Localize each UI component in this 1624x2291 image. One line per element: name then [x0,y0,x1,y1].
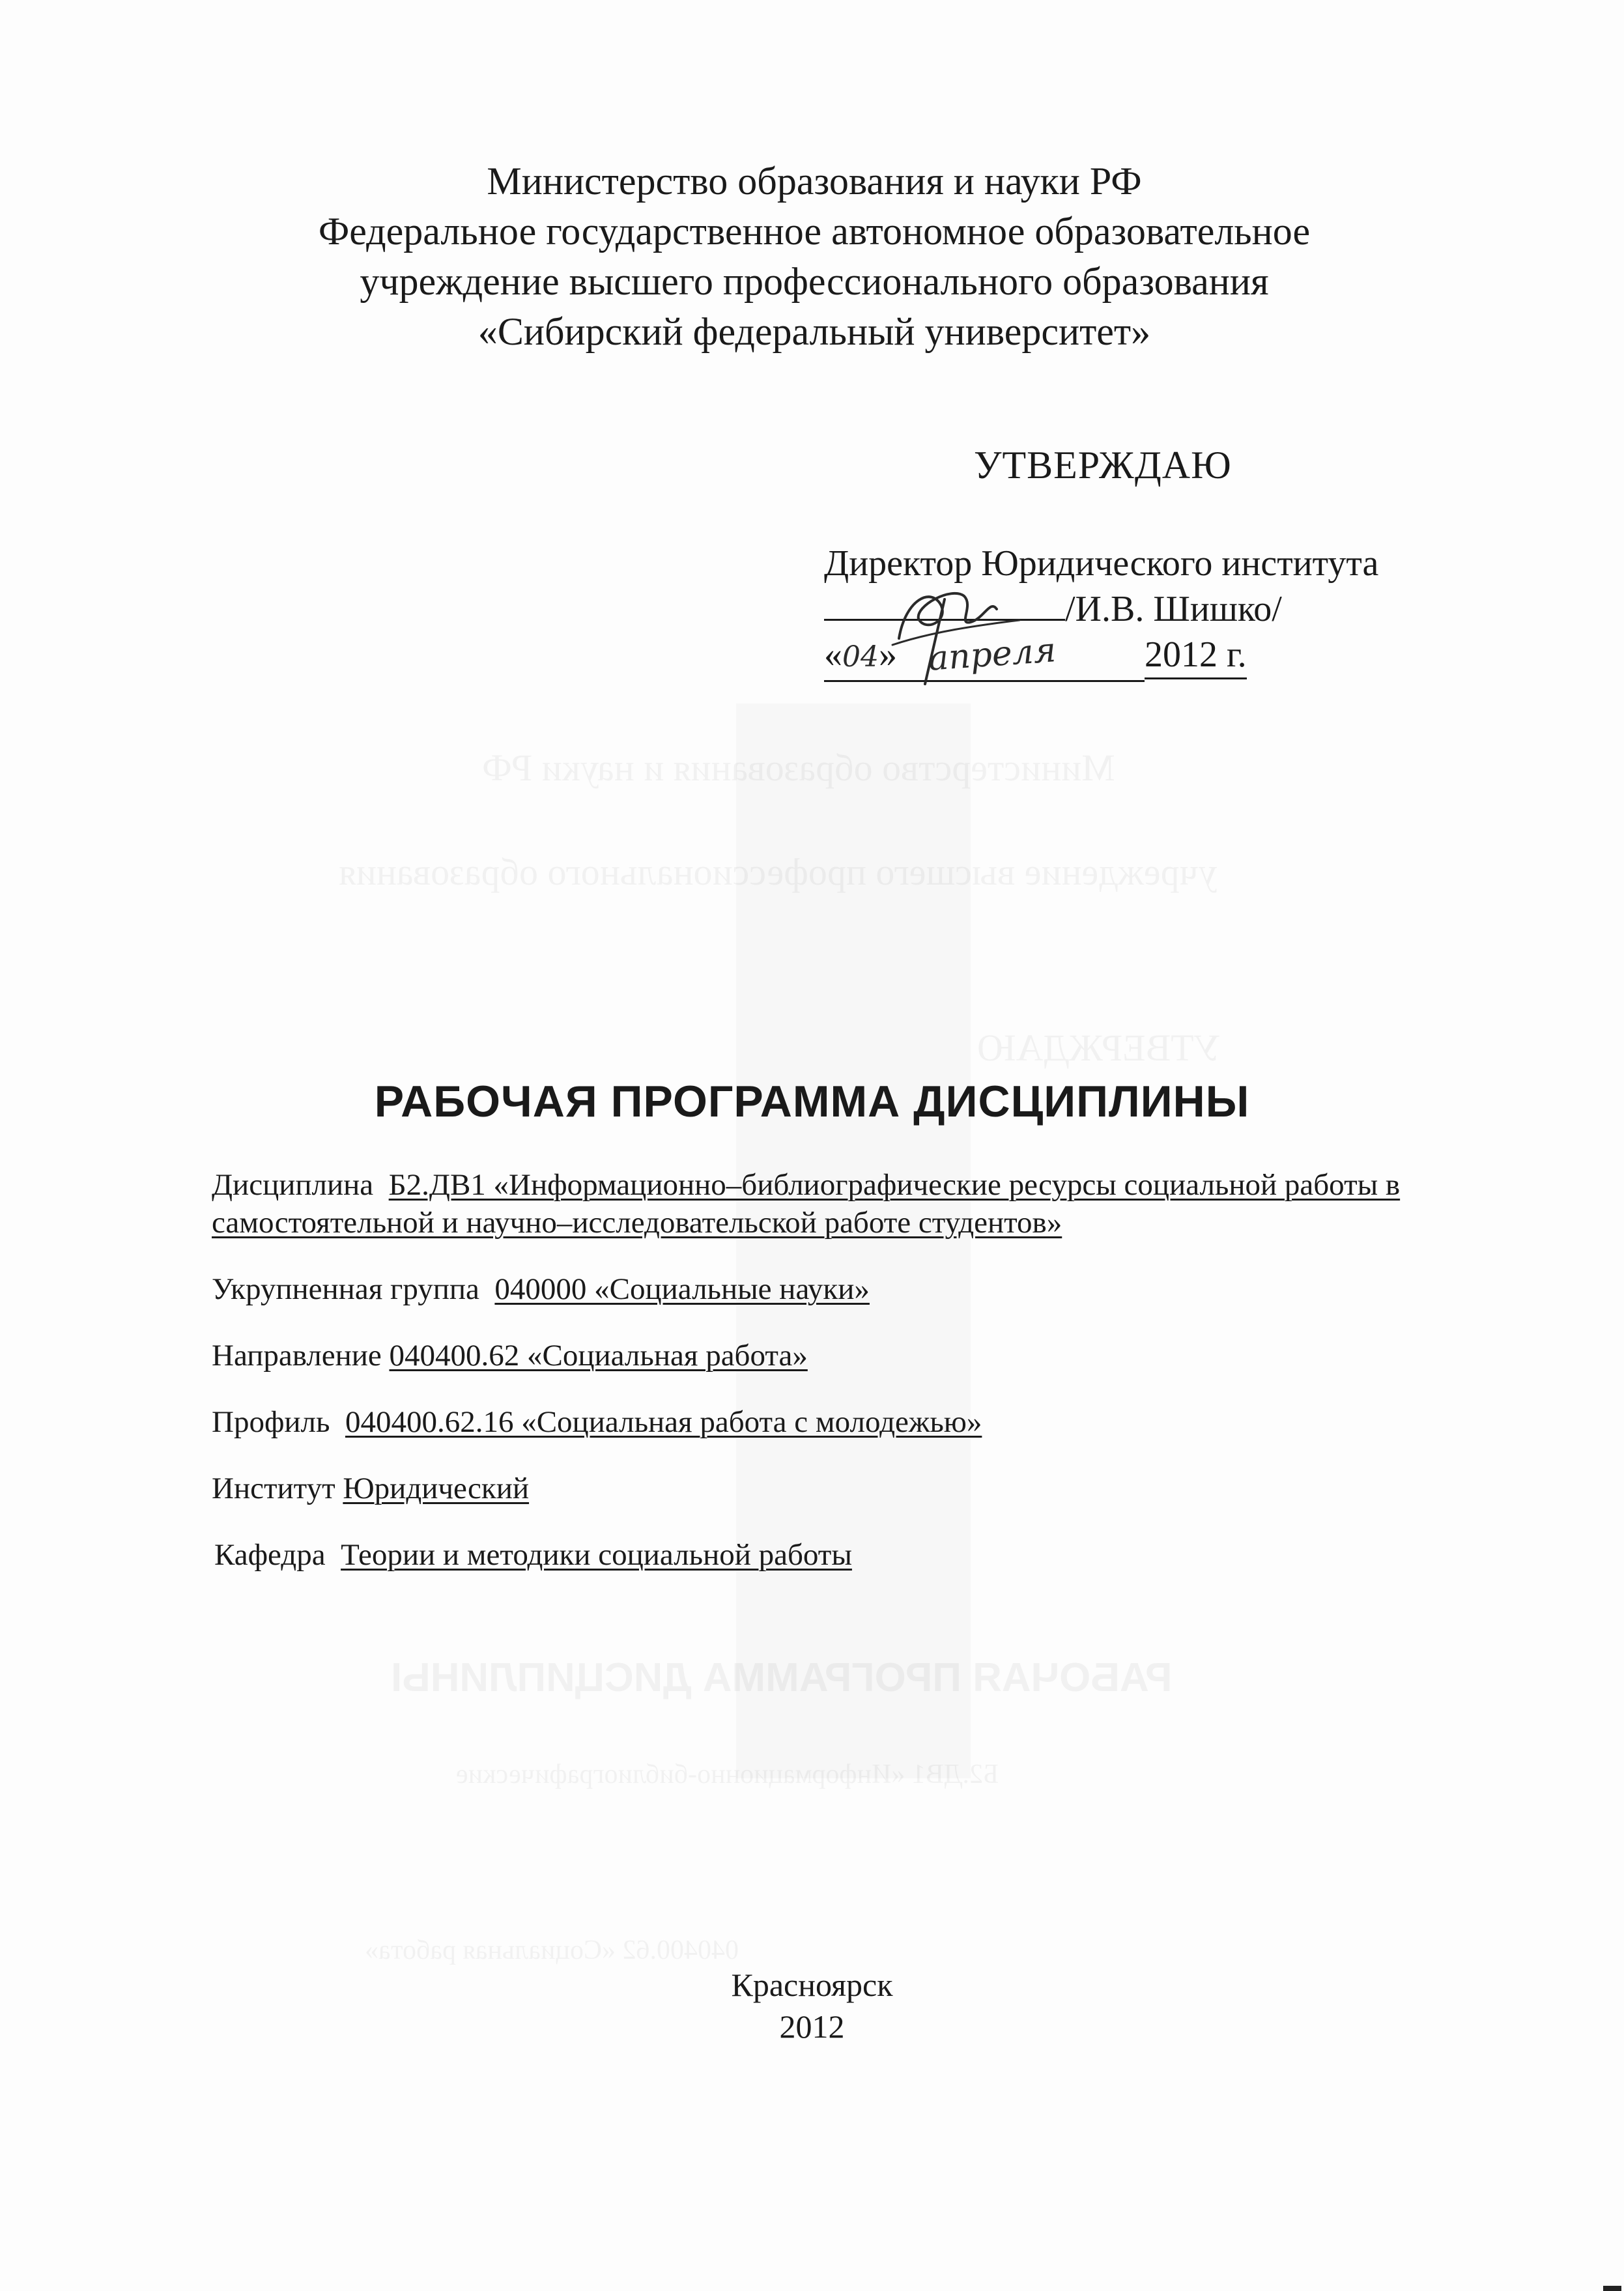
header-line: Федеральное государственное автономное образовательное [318,210,1311,253]
discipline-value: Б2.ДВ1 «Информационно–библиографические ресурсы социальной работы в самостоятельной и научно–исследовательской работе студентов» [212,1168,1401,1240]
profile-field [212,1403,1502,1441]
approver-position: Директор Юридического института [824,543,1379,584]
group-label: Укрупненная группа [212,1272,479,1306]
direction-label: Направление [212,1339,382,1373]
show-through-line [365,1935,739,1966]
show-through-line [977,1026,1221,1070]
department-field [212,1536,1502,1574]
approval-date-day: «04» [824,632,1145,682]
footer-year: 2012 [779,2008,845,2045]
document-footer [0,1964,1624,2047]
approver-name: /И.В. Шишко/ [1065,589,1282,629]
department-value: Теории и методики социальной работы [341,1538,852,1572]
institute-value: Юридический [343,1472,530,1505]
institute-field [212,1470,1502,1507]
department-label: Кафедра [214,1538,326,1572]
profile-value: 040400.62.16 «Социальная работа с молодежью» [345,1405,982,1439]
group-field [212,1270,1502,1308]
handwritten-signature [879,560,1029,690]
institute-label: Институт [212,1472,335,1505]
header-line: «Сибирский федеральный университет» [477,310,1151,353]
show-through-line [456,1759,999,1790]
profile-label: Профиль [212,1405,330,1439]
show-through-line [482,746,1115,790]
handwritten-month: апреля [927,631,1057,679]
direction-field [212,1337,1502,1374]
ministry-header [195,156,1433,357]
document-title: РАБОЧАЯ ПРОГРАММА ДИСЦИПЛИНЫ [374,1077,1250,1126]
scan-edge-mark [1603,2286,1621,2291]
show-through-line [339,850,1218,894]
discipline-field [212,1166,1502,1242]
footer-city: Красноярск [731,1967,893,2003]
approval-title: УТВЕРЖДАЮ [974,444,1232,487]
discipline-label: Дисциплина [212,1168,374,1202]
direction-value: 040400.62 «Социальная работа» [389,1339,808,1373]
program-details [212,1166,1502,1602]
header-line: Министерство образования и науки РФ [487,160,1142,203]
approval-date-year: 2012 г. [1145,632,1247,679]
header-line: учреждение высшего профессионального образования [360,260,1269,303]
group-value: 040000 «Социальные науки» [494,1272,870,1306]
show-through-line [391,1655,1173,1701]
